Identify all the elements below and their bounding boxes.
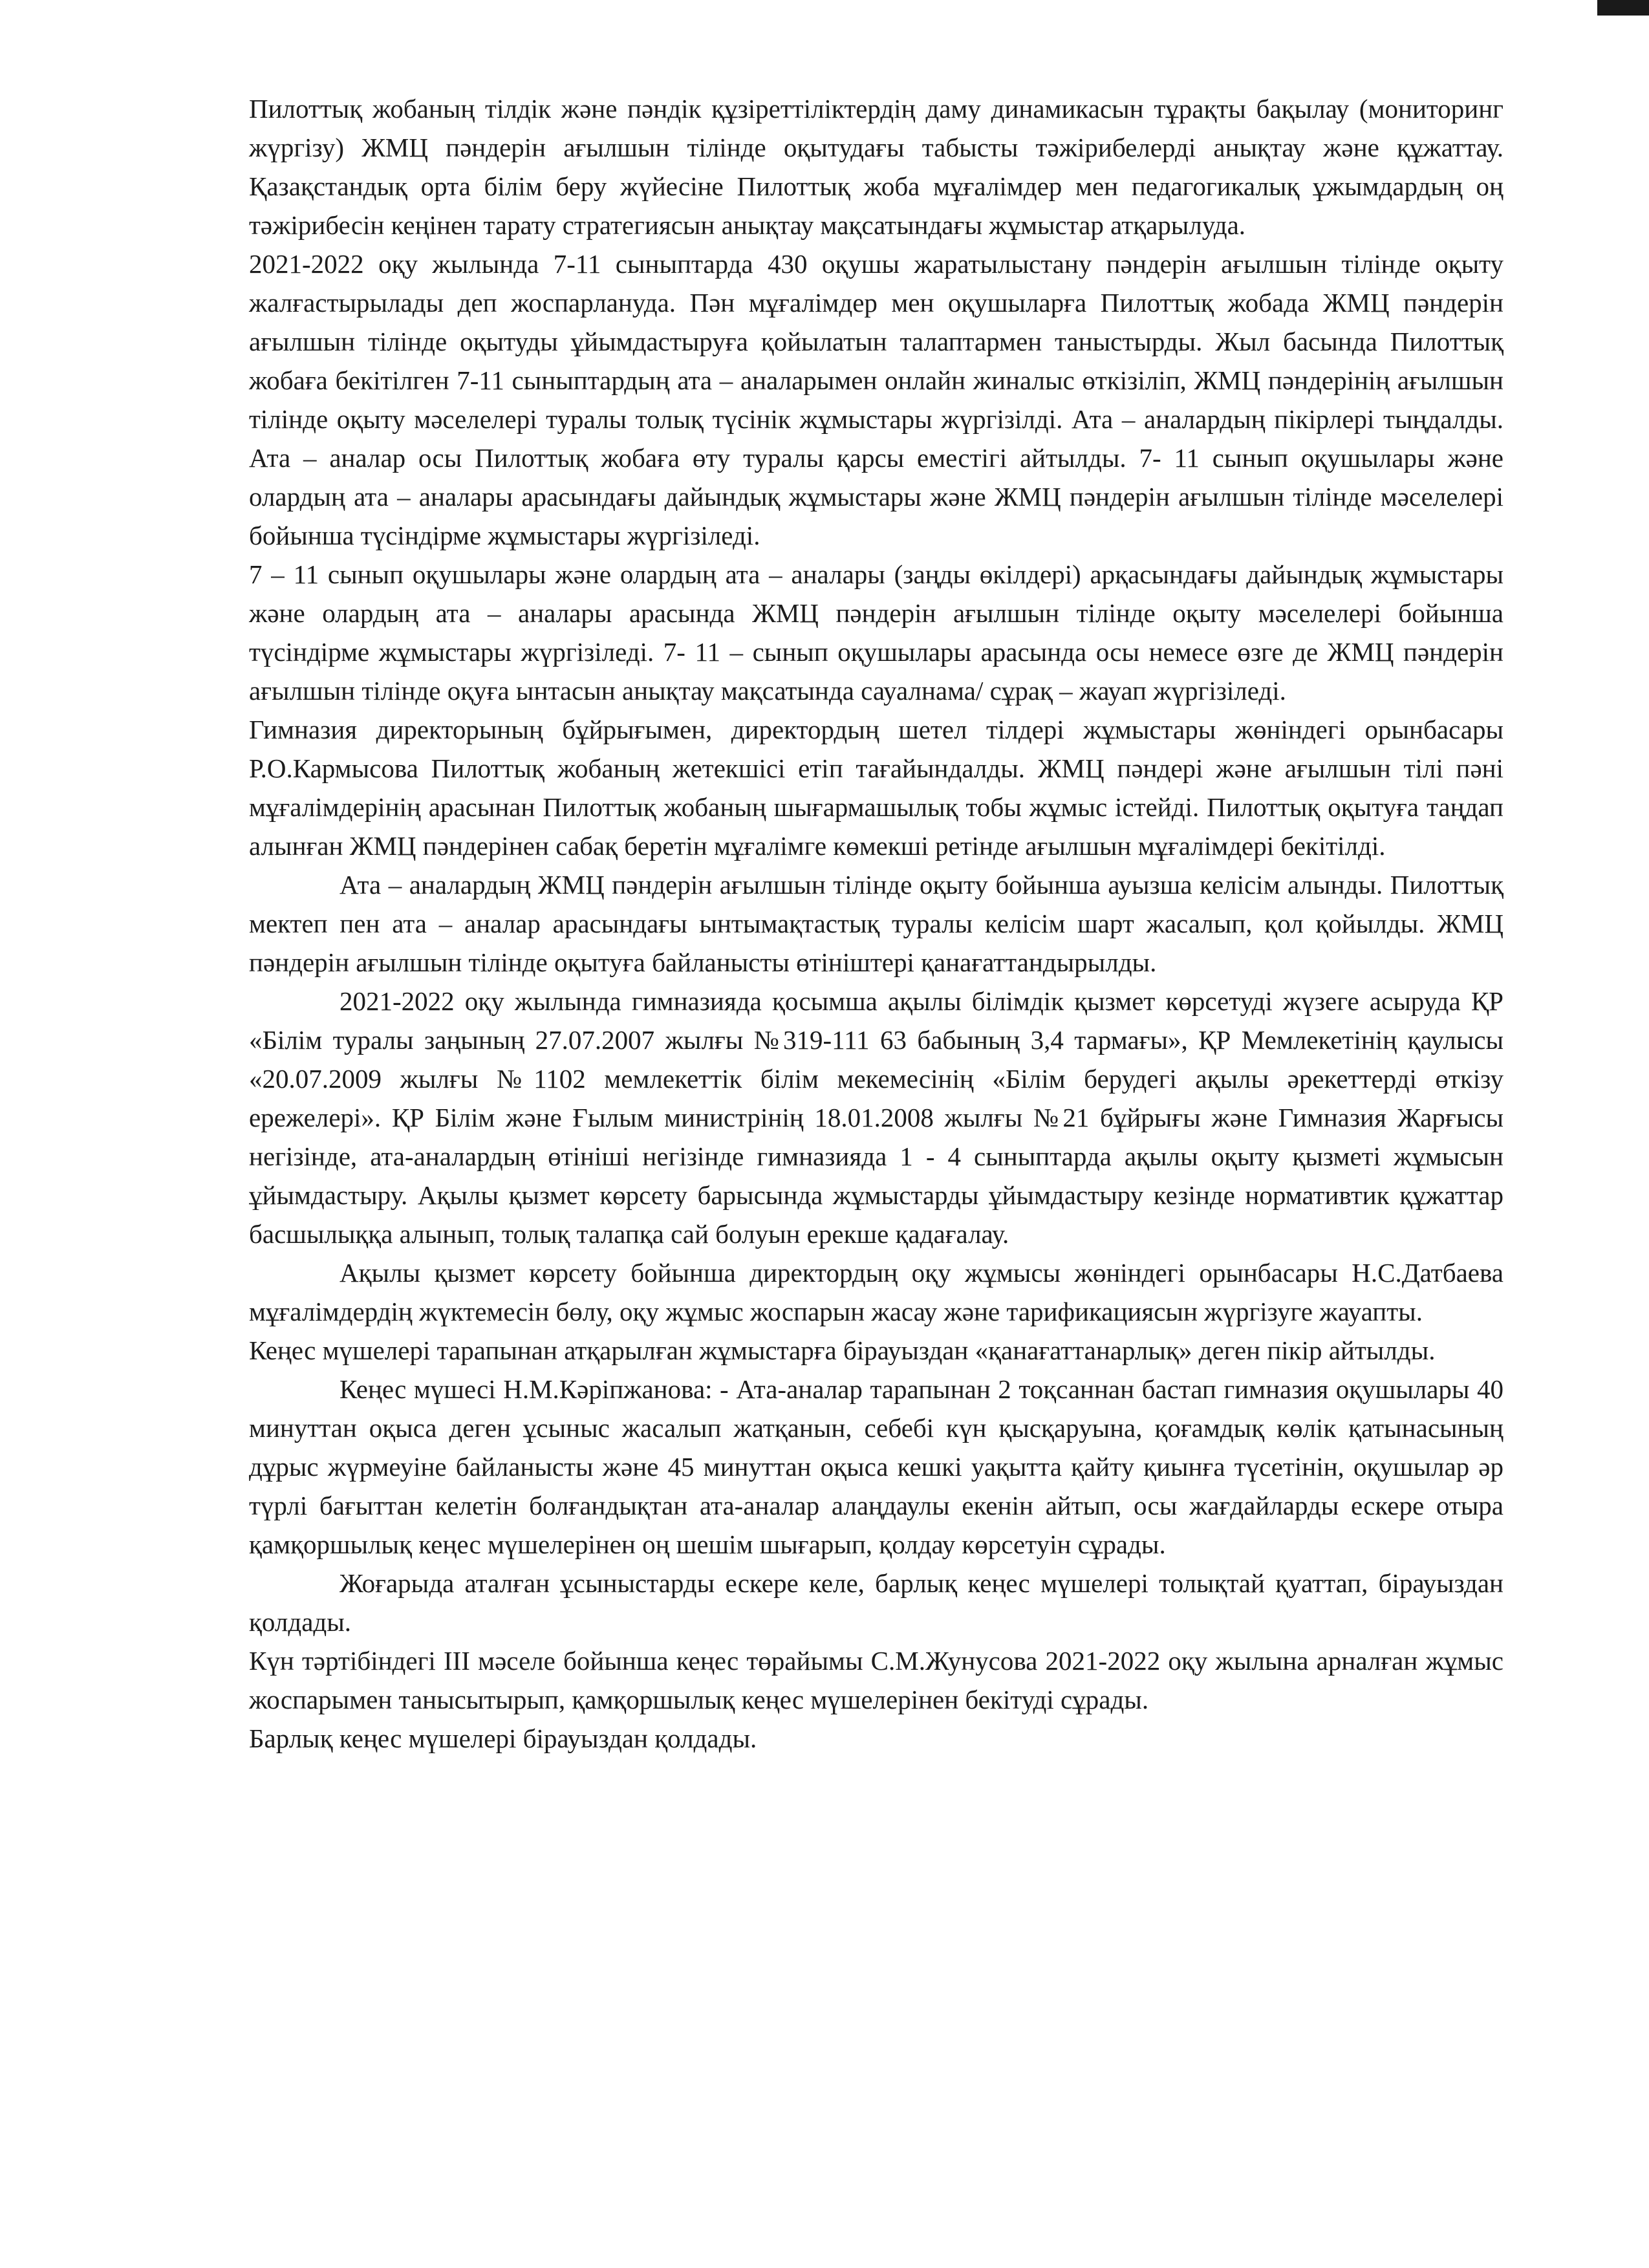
- paragraph-10: Жоғарыда аталған ұсыныстарды ескере келе, барлық кеңес мүшелері толықтай қуаттап, бірауыздан қолдады.: [249, 1568, 1503, 1637]
- paragraph-2: 2021-2022 оқу жылында 7-11 сыныптарда 430 оқушы жаратылыстану пәндерін ағылшын тілінде оқыту жалғастырылады деп жоспарлануда. Пән мұғалімдер мен оқушыларға Пилоттық жобада ЖМЦ пәндерін ағылшын тілінде оқытуды ұйымдастыруға қойылатын талаптармен таныстырды. Жыл басында Пилоттық жобаға бекітілген 7-11 сыныптардың ата – аналарымен онлайн жиналыс өткізіліп, ЖМЦ пәндерінің ағылшын тілінде оқыту мәселелері туралы толық түсінік жұмыстары жүргізілді. Ата – аналардың пікірлері тыңдалды. Ата – аналар осы Пилоттық жобаға өту туралы қарсы еместігі айтылды. 7- 11 сынып оқушылары және олардың ата – аналары арасындағы дайындық жұмыстары және ЖМЦ пәндерін ағылшын тілінде мәселелері бойынша түсіндірме жұмыстары жүргізіледі.: [249, 249, 1503, 550]
- paragraph-12: Барлық кеңес мүшелері бірауыздан қолдады.: [249, 1723, 757, 1753]
- paragraph-4: Гимназия директорының бұйрығымен, директордың шетел тілдері жұмыстары жөніндегі орынбасары Р.О.Кармысова Пилоттық жобаның жетекшісі етіп тағайындалды. ЖМЦ пәндері және ағылшын тілі пәні мұғалімдерінің арасынан Пилоттық жобаның шығармашылық тобы жұмыс істейді. Пилоттық оқытуға таңдап алынған ЖМЦ пәндерінен сабақ беретін мұғалімге көмекші ретінде ағылшын мұғалімдері бекітілді.: [249, 715, 1503, 861]
- paragraph-11: Күн тәртібіндегі III мәселе бойынша кеңес төрайымы С.М.Жунусова 2021-2022 оқу жылына арналған жұмыс жоспарымен танысытырып, қамқоршылық кеңес мүшелерінен бекітуді сұрады.: [249, 1646, 1503, 1714]
- document-body: [249, 89, 1503, 1758]
- paragraph-1: Пилоттық жобаның тілдік және пәндік құзіреттіліктердің даму динамикасын тұрақты бақылау (мониторинг жүргізу) ЖМЦ пәндерін ағылшын тілінде оқытудағы табысты тәжірибелерді анықтау және құжаттау. Қазақстандық орта білім беру жүйесіне Пилоттық жоба мұғалімдер мен педагогикалық ұжымдардың оң тәжірибесін кеңінен тарату стратегиясын анықтау мақсатындағы жұмыстар атқарылуда.: [249, 94, 1503, 240]
- paragraph-8: Кеңес мүшелері тарапынан атқарылған жұмыстарға бірауыздан «қанағаттанарлық» деген пікір айтылды.: [249, 1335, 1436, 1365]
- scan-edge-mark: [1597, 0, 1649, 16]
- paragraph-6: 2021-2022 оқу жылында гимназияда қосымша ақылы білімдік қызмет көрсетуді жүзеге асыруда ҚР «Білім туралы заңының 27.07.2007 жылғы №319-111 63 бабының 3,4 тармағы», ҚР Мемлекетінің қаулысы «20.07.2009 жылғы №1102 мемлекеттік білім мекемесінің «Білім берудегі ақылы әрекеттерді өткізу ережелері». ҚР Білім және Ғылым министрінің 18.01.2008 жылғы №21 бұйрығы және Гимназия Жарғысы негізінде, ата-аналардың өтініші негізінде гимназияда 1 - 4 сыныптарда ақылы оқыту қызметі жұмысын ұйымдастыру. Ақылы қызмет көрсету барысында жұмыстарды ұйымдастыру кезінде нормативтик құжаттар басшылыққа алынып, толық талапқа сай болуын ерекше қадағалау.: [249, 986, 1503, 1249]
- paragraph-3: 7 – 11 сынып оқушылары және олардың ата – аналары (заңды өкілдері) арқасындағы дайындық жұмыстары және олардың ата – аналары арасында ЖМЦ пәндерін ағылшын тілінде оқыту мәселелері бойынша түсіндірме жұмыстары жүргізіледі. 7- 11 – сынып оқушылары арасында осы немесе өзге де ЖМЦ пәндерін ағылшын тілінде оқуға ынтасын анықтау мақсатында сауалнама/ сұрақ – жауап жүргізіледі.: [249, 559, 1503, 706]
- paragraph-9: Кеңес мүшесі Н.М.Кәріпжанова: - Ата-аналар тарапынан 2 тоқсаннан бастап гимназия оқушылары 40 минуттан оқыса деген ұсыныс жасалып жатқанын, себебі күн қысқаруына, қоғамдық көлік қатынасының дұрыс жүрмеуіне байланысты және 45 минуттан оқыса кешкі уақытта қайту қиынға түсетінін, оқушылар әр түрлі бағыттан келетін болғандықтан ата-аналар алаңдаулы екенін айтып, осы жағдайларды ескере отыра қамқоршылық кеңес мүшелерінен оң шешім шығарып, қолдау көрсетуін сұрады.: [249, 1374, 1503, 1559]
- paragraph-5: Ата – аналардың ЖМЦ пәндерін ағылшын тілінде оқыту бойынша ауызша келісім алынды. Пилоттық мектеп пен ата – аналар арасындағы ынтымақтастық туралы келісім шарт жасалып, қол қойылды. ЖМЦ пәндерін ағылшын тілінде оқытуға байланысты өтініштері қанағаттандырылды.: [249, 870, 1503, 977]
- paragraph-7: Ақылы қызмет көрсету бойынша директордың оқу жұмысы жөніндегі орынбасары Н.С.Датбаева мұғалімдердің жүктемесін бөлу, оқу жұмыс жоспарын жасау және тарификациясын жүргізуге жауапты.: [249, 1258, 1503, 1326]
